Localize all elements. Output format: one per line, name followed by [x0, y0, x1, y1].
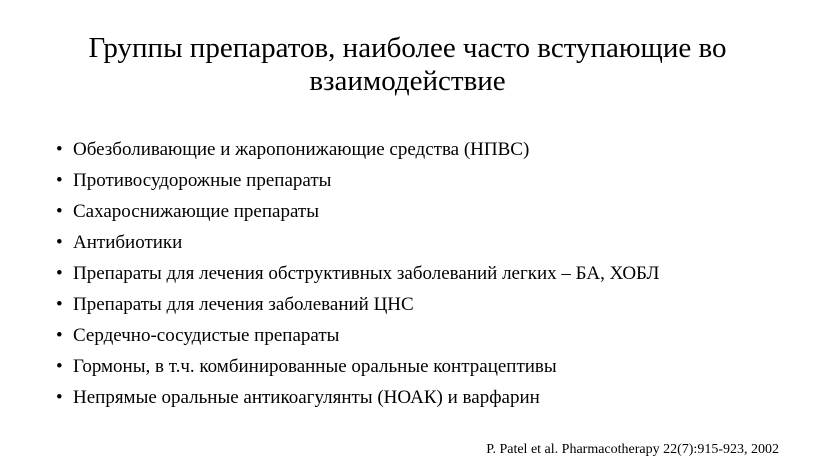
list-item — [56, 134, 659, 165]
list-item-text: Сердечно-сосудистые препараты — [73, 325, 340, 346]
bullet-icon: • — [56, 294, 63, 315]
list-item-text: Препараты для лечения обструктивных заболеваний легких – БА, ХОБЛ — [73, 263, 660, 284]
list-item-text: Сахароснижающие препараты — [73, 201, 319, 222]
bullet-icon: • — [56, 170, 63, 191]
list-item-text: Препараты для лечения заболеваний ЦНС — [73, 294, 414, 315]
list-item — [56, 196, 659, 227]
slide-title: Группы препаратов, наиболее часто вступающие во взаимодействие — [88, 32, 727, 97]
bullet-icon: • — [56, 139, 63, 160]
bullet-icon: • — [56, 263, 63, 284]
bullet-icon: • — [56, 325, 63, 346]
bullet-icon: • — [56, 201, 63, 222]
list-item-text: Непрямые оральные антикоагулянты (НОАК) и варфарин — [73, 387, 540, 408]
list-item — [56, 289, 659, 320]
list-item — [56, 382, 659, 413]
bullet-icon: • — [56, 232, 63, 253]
bullet-icon: • — [56, 356, 63, 377]
list-item — [56, 258, 659, 289]
reference-citation: P. Patel et al. Pharmacotherapy 22(7):915-923, 2002 — [486, 442, 779, 457]
list-item — [56, 320, 659, 351]
list-item — [56, 227, 659, 258]
bullet-icon: • — [56, 387, 63, 408]
list-item-text: Противосудорожные препараты — [73, 170, 332, 191]
list-item-text: Гормоны, в т.ч. комбинированные оральные контрацептивы — [73, 356, 557, 377]
list-item — [56, 165, 659, 196]
bullet-list — [56, 134, 659, 413]
list-item-text: Антибиотики — [73, 232, 183, 253]
list-item — [56, 351, 659, 382]
list-item-text: Обезболивающие и жаропонижающие средства (НПВС) — [73, 139, 530, 160]
